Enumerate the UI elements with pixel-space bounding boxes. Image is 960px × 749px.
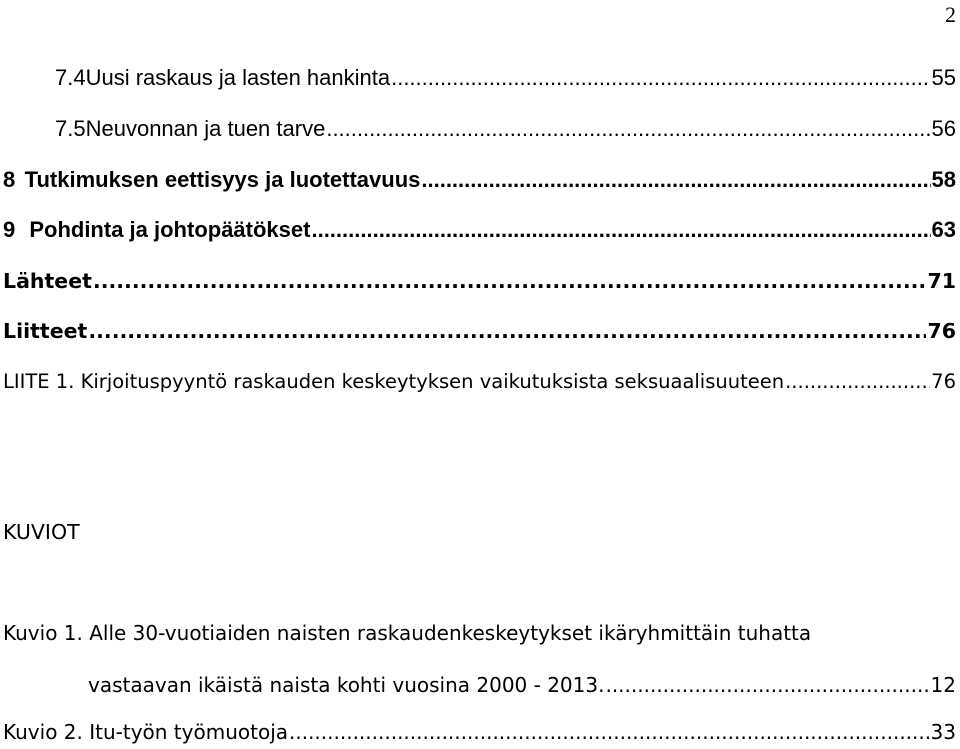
toc-entry-number: 7.5 — [55, 116, 86, 141]
toc-entry-page: 55 — [931, 65, 956, 90]
toc-entry-page: 76 — [927, 319, 956, 343]
toc-entry-lahteet[interactable] — [0, 268, 960, 294]
toc-entry-liitteet[interactable] — [0, 318, 960, 344]
toc-entry-7-4[interactable] — [0, 65, 960, 91]
dot-leader — [326, 116, 930, 142]
toc-entry-title: LIITE 1. Kirjoituspyyntö raskauden keskeytyksen vaikutuksista seksuaalisuuteen — [3, 370, 785, 393]
figure-1-caption-line-1[interactable]: Kuvio 1. Alle 30-vuotiaiden naisten raskaudenkeskeytykset ikäryhmittäin tuhatta — [3, 621, 812, 645]
dot-leader — [289, 719, 930, 745]
toc-entry-page: 71 — [927, 269, 956, 293]
toc-entry-page: 12 — [930, 673, 956, 697]
dot-leader — [421, 167, 930, 193]
toc-entry-page: 76 — [931, 370, 956, 393]
toc-entry-title: Neuvonnan ja tuen tarve — [85, 116, 326, 141]
figure-1-caption-line-2: vastaavan ikäistä naista kohti vuosina 2000 - 2013. — [88, 673, 605, 697]
figures-heading: KUVIOT — [3, 520, 80, 544]
toc-entry-title: Tutkimuksen eettisyys ja luotettavuus — [24, 167, 421, 192]
toc-entry-title: Uusi raskaus ja lasten hankinta — [85, 65, 391, 90]
figure-entry-1[interactable] — [0, 672, 960, 698]
toc-entry-8[interactable] — [0, 167, 960, 193]
toc-entry-title: Pohdinta ja johtopäätökset — [29, 217, 311, 242]
toc-entry-page: 63 — [931, 217, 956, 242]
page-number: 2 — [945, 2, 956, 27]
toc-entry-page: 33 — [930, 720, 956, 744]
toc-entry-7-5[interactable] — [0, 116, 960, 142]
dot-leader — [605, 672, 929, 698]
dot-leader — [93, 268, 927, 294]
toc-entry-page: 58 — [931, 167, 956, 192]
dot-leader — [785, 369, 930, 395]
toc-entry-page: 56 — [931, 116, 956, 141]
figure-entry-2[interactable] — [0, 719, 960, 745]
toc-entry-9[interactable] — [0, 217, 960, 243]
dot-leader — [311, 217, 930, 243]
dot-leader — [88, 318, 926, 344]
toc-entry-number: 9 — [3, 217, 16, 242]
toc-entry-title: Liitteet — [3, 319, 88, 343]
toc-entry-number: 7.4 — [55, 65, 86, 90]
toc-entry-number: 8 — [3, 167, 16, 192]
figure-2-caption: Kuvio 2. Itu-työn työmuotoja — [3, 720, 288, 744]
dot-leader — [391, 65, 930, 91]
toc-entry-liite-1[interactable] — [0, 369, 960, 395]
toc-entry-title: Lähteet — [3, 269, 92, 293]
